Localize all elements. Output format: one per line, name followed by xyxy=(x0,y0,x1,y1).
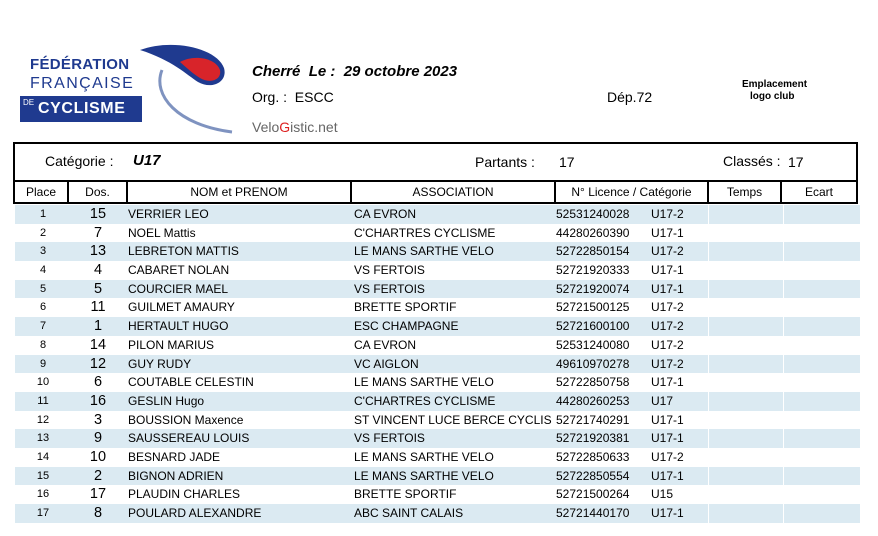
cell-cat: U17-1 xyxy=(651,263,684,278)
temps-cell xyxy=(708,205,784,224)
site-part-g: G xyxy=(279,119,291,135)
col-header-licence: N° Licence / Catégorie xyxy=(556,180,709,204)
cell-cat: U17 xyxy=(651,393,674,408)
cell-nom: GUY RUDY xyxy=(128,356,192,371)
cell-assoc: BRETTE SPORTIF xyxy=(354,487,457,502)
cell-assoc: LE MANS SARTHE VELO xyxy=(354,375,494,390)
partants-value: 17 xyxy=(559,154,575,170)
cell-cat: U17-2 xyxy=(651,207,684,221)
cell-licence: 52721500264 xyxy=(556,487,630,502)
cell-assoc: VS FERTOIS xyxy=(354,281,425,296)
cell-nom: LEBRETON MATTIS xyxy=(128,244,239,259)
cell-licence: 52722850633 xyxy=(556,449,630,464)
cell-place: 7 xyxy=(39,320,47,333)
cell-assoc: ABC SAINT CALAIS xyxy=(354,506,464,520)
cell-dos: 16 xyxy=(89,392,107,409)
cell-place: 16 xyxy=(36,488,50,501)
cell-licence: 52722850758 xyxy=(556,375,630,390)
table-row xyxy=(15,261,860,280)
temps-cell xyxy=(708,448,784,467)
club-logo-placeholder xyxy=(742,79,807,103)
cell-licence: 52721440170 xyxy=(556,506,630,520)
category-summary-row xyxy=(15,144,856,182)
table-row xyxy=(15,411,860,430)
cell-place: 15 xyxy=(36,469,50,482)
cell-cat: U17-1 xyxy=(651,431,684,446)
cell-dos: 10 xyxy=(89,448,107,465)
cell-cat: U17-2 xyxy=(651,449,684,464)
temps-cell xyxy=(708,373,784,392)
cell-nom: PILON MARIUS xyxy=(128,337,215,352)
cell-assoc: ESC CHAMPAGNE xyxy=(354,319,459,334)
category-label: Catégorie : xyxy=(45,153,114,169)
temps-cell xyxy=(708,485,784,504)
temps-cell xyxy=(708,336,784,355)
cell-cat: U17-2 xyxy=(651,337,684,352)
cell-licence: 44280260390 xyxy=(556,225,630,240)
cell-place: 12 xyxy=(36,413,50,426)
col-header-association: ASSOCIATION xyxy=(352,180,556,204)
cell-assoc: CA EVRON xyxy=(354,207,417,221)
table-row xyxy=(15,298,860,317)
cell-place: 2 xyxy=(39,226,47,239)
club-logo-text-2: logo club xyxy=(750,91,795,102)
cell-cat: U17-1 xyxy=(651,375,684,390)
cell-place: 3 xyxy=(39,245,47,258)
cell-licence: 52531240080 xyxy=(556,337,630,352)
temps-cell xyxy=(708,355,784,374)
cell-nom: GESLIN Hugo xyxy=(128,393,205,408)
cell-nom: SAUSSEREAU LOUIS xyxy=(128,431,250,446)
race-date-line: Cherré Le : 29 octobre 2023 xyxy=(252,63,458,80)
cell-cat: U17-1 xyxy=(651,412,684,427)
cell-assoc: C'CHARTRES CYCLISME xyxy=(354,393,496,408)
table-row xyxy=(15,504,860,523)
temps-cell xyxy=(708,392,784,411)
col-header-dos: Dos. xyxy=(69,180,128,204)
cell-dos: 11 xyxy=(90,299,106,316)
table-row xyxy=(15,336,860,355)
cell-licence: 52721920333 xyxy=(556,263,630,278)
table-row xyxy=(15,392,860,411)
temps-cell xyxy=(708,317,784,336)
cell-licence: 52722850154 xyxy=(556,244,630,259)
table-row xyxy=(15,373,860,392)
cell-dos: 14 xyxy=(89,336,107,353)
cell-place: 14 xyxy=(36,450,50,463)
cell-licence: 52531240028 xyxy=(556,207,630,221)
table-row xyxy=(15,429,860,448)
cell-dos: 3 xyxy=(93,411,103,428)
partants-label: Partants : xyxy=(475,154,535,170)
cell-assoc: LE MANS SARTHE VELO xyxy=(354,449,494,464)
cell-licence: 52721920074 xyxy=(556,281,630,296)
cell-licence: 44280260253 xyxy=(556,393,630,408)
temps-cell xyxy=(708,261,784,280)
cell-nom: CABARET NOLAN xyxy=(128,263,230,278)
results-table-header xyxy=(13,142,858,204)
cell-nom: COURCIER MAEL xyxy=(128,281,229,296)
cell-nom: BOUSSION Maxence xyxy=(128,412,244,427)
cell-dos: 4 xyxy=(93,262,103,279)
cell-dos: 6 xyxy=(93,374,103,391)
col-header-nom: NOM et PRENOM xyxy=(128,180,352,204)
cell-nom: POULARD ALEXANDRE xyxy=(128,506,262,520)
cell-cat: U17-2 xyxy=(651,356,684,371)
cell-assoc: VS FERTOIS xyxy=(354,431,425,446)
cell-assoc: CA EVRON xyxy=(354,337,417,352)
cell-licence: 52721740291 xyxy=(556,412,630,427)
cell-dos: 9 xyxy=(93,430,103,447)
cell-licence: 52721500125 xyxy=(556,300,630,315)
cell-cat: U17-1 xyxy=(651,281,684,296)
classes-label: Classés : xyxy=(723,153,781,169)
cell-nom: BIGNON ADRIEN xyxy=(128,468,224,483)
col-header-ecart: Ecart xyxy=(804,185,833,199)
cell-place: 10 xyxy=(36,376,50,389)
cell-dos: 1 xyxy=(93,318,103,335)
site-part-2: istic.net xyxy=(290,119,338,135)
temps-cell xyxy=(708,467,784,486)
cell-cat: U15 xyxy=(651,487,674,502)
cell-cat: U17-2 xyxy=(651,244,684,259)
site-part-1: Velo xyxy=(252,119,280,135)
temps-cell xyxy=(708,298,784,317)
cell-nom: NOEL Mattis xyxy=(128,225,196,240)
club-logo-text-1: Emplacement xyxy=(742,79,808,90)
cell-licence: 52721600100 xyxy=(556,319,630,334)
cell-nom: COUTABLE CELESTIN xyxy=(128,375,254,390)
temps-cell xyxy=(708,280,784,299)
cell-place: 9 xyxy=(39,357,47,370)
cell-dos: 5 xyxy=(93,280,103,297)
col-header-place: Place xyxy=(15,180,69,204)
table-row xyxy=(15,224,860,243)
cell-dos: 13 xyxy=(89,243,107,260)
cell-nom: HERTAULT HUGO xyxy=(128,319,229,334)
cell-licence: 52721920381 xyxy=(556,431,630,446)
table-row xyxy=(15,280,860,299)
table-row xyxy=(15,355,860,374)
cell-dos: 12 xyxy=(89,355,107,372)
swoosh-icon xyxy=(132,40,237,140)
ffc-logo xyxy=(20,40,235,140)
classes-value: 17 xyxy=(788,154,804,170)
cell-place: 8 xyxy=(39,338,47,351)
cell-place: 13 xyxy=(36,432,50,445)
temps-cell xyxy=(708,504,784,523)
cell-place: 11 xyxy=(37,394,49,407)
cell-assoc: LE MANS SARTHE VELO xyxy=(354,244,494,259)
table-row xyxy=(15,485,860,504)
cell-cat: U17-1 xyxy=(651,225,684,240)
cell-assoc: ST VINCENT LUCE BERCE CYCLIS xyxy=(354,412,552,427)
cell-cat: U17-2 xyxy=(651,319,684,334)
cell-dos: 8 xyxy=(93,505,103,521)
table-row xyxy=(15,317,860,336)
cell-dos: 7 xyxy=(93,224,103,241)
cell-place: 4 xyxy=(39,264,47,277)
cell-cat: U17-1 xyxy=(651,468,684,483)
cell-place: 1 xyxy=(39,208,47,220)
cell-place: 5 xyxy=(39,282,47,295)
cell-licence: 49610970278 xyxy=(556,356,630,371)
results-rows xyxy=(15,205,860,523)
logo-line-cyclisme: CYCLISME xyxy=(38,100,126,117)
table-row xyxy=(15,467,860,486)
category-value: U17 xyxy=(133,152,161,169)
cell-nom: VERRIER LEO xyxy=(128,207,209,221)
logo-line-francaise: FRANÇAISE xyxy=(30,75,135,92)
cell-dos: 17 xyxy=(89,486,107,503)
temps-cell xyxy=(708,224,784,243)
organizer-line: Org. : ESCC xyxy=(252,89,334,105)
temps-cell xyxy=(708,429,784,448)
cell-cat: U17-2 xyxy=(651,300,684,315)
table-row xyxy=(15,448,860,467)
cell-place: 6 xyxy=(39,301,47,314)
table-row xyxy=(15,205,860,224)
cell-assoc: BRETTE SPORTIF xyxy=(354,300,457,315)
cell-nom: GUILMET AMAURY xyxy=(128,300,235,315)
site-name xyxy=(252,119,338,135)
cell-place: 17 xyxy=(36,507,50,519)
cell-assoc: VC AIGLON xyxy=(354,356,419,371)
cell-licence: 52722850554 xyxy=(556,468,630,483)
logo-line-federation: FÉDÉRATION xyxy=(30,56,130,73)
cell-nom: PLAUDIN CHARLES xyxy=(128,487,241,502)
cell-nom: BESNARD JADE xyxy=(128,449,221,464)
table-row xyxy=(15,242,860,261)
cell-dos: 15 xyxy=(89,206,107,222)
cell-assoc: LE MANS SARTHE VELO xyxy=(354,468,494,483)
col-header-temps: Temps xyxy=(709,180,782,204)
cell-dos: 2 xyxy=(93,467,103,484)
temps-cell xyxy=(708,242,784,261)
cell-cat: U17-1 xyxy=(651,506,684,520)
department: Dép.72 xyxy=(607,89,653,105)
cell-assoc: C'CHARTRES CYCLISME xyxy=(354,225,496,240)
cell-assoc: VS FERTOIS xyxy=(354,263,425,278)
logo-de: DE xyxy=(23,98,35,107)
temps-cell xyxy=(708,411,784,430)
